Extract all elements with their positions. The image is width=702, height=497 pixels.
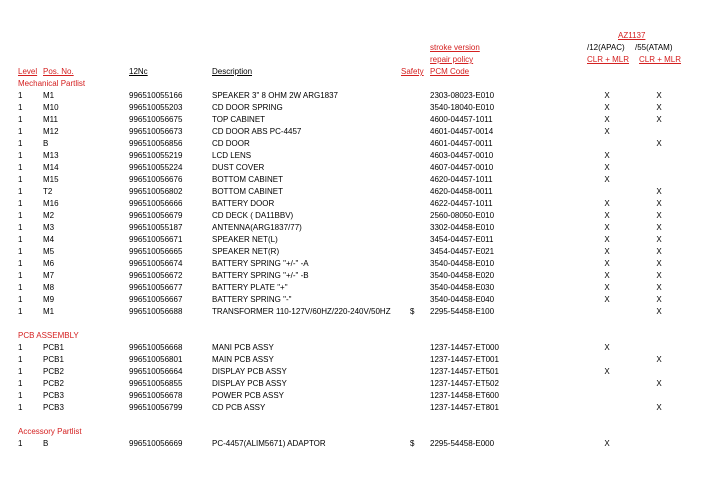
model-label: AZ1137 [618, 31, 646, 40]
cell-pos: M14 [43, 163, 59, 172]
col-header-level: Level [18, 67, 38, 76]
cell-level: 1 [18, 139, 23, 148]
cell-pos: PCB2 [43, 379, 64, 388]
cell-pos: M2 [43, 211, 55, 220]
cell-description: SPEAKER 3" 8 OHM 2W ARG1837 [212, 91, 338, 100]
cell-apac-mark: X [604, 295, 610, 304]
cell-level: 1 [18, 223, 23, 232]
cell-pos: M11 [43, 115, 58, 124]
cell-12nc: 996510056668 [129, 343, 183, 352]
cell-pos: M16 [43, 199, 59, 208]
stroke-version-label: stroke version [430, 43, 480, 52]
cell-12nc: 996510056671 [129, 235, 183, 244]
cell-atam-mark: X [656, 223, 662, 232]
cell-pos: M12 [43, 127, 59, 136]
cell-pos: M7 [43, 271, 55, 280]
cell-level: 1 [18, 283, 23, 292]
cell-level: 1 [18, 103, 23, 112]
cell-description: SPEAKER NET(R) [212, 247, 280, 256]
cell-pcm: 3540-04458-E030 [430, 283, 495, 292]
cell-safety: $ [410, 307, 415, 316]
cell-description: BATTERY SPRING "-" [212, 295, 292, 304]
cell-description: TOP CABINET [212, 115, 266, 124]
cell-pos: M9 [43, 295, 55, 304]
cell-level: 1 [18, 367, 23, 376]
cell-pcm: 4607-04457-0010 [430, 163, 494, 172]
cell-atam-mark: X [656, 103, 662, 112]
cell-description: MAIN PCB ASSY [212, 355, 274, 364]
cell-12nc: 996510056666 [129, 199, 183, 208]
cell-atam-mark: X [656, 283, 662, 292]
cell-level: 1 [18, 115, 23, 124]
cell-pcm: 2560-08050-E010 [430, 211, 495, 220]
cell-apac-mark: X [604, 247, 610, 256]
cell-level: 1 [18, 259, 23, 268]
cell-description: MANI PCB ASSY [212, 343, 274, 352]
cell-atam-mark: X [656, 403, 662, 412]
cell-level: 1 [18, 163, 23, 172]
cell-safety: $ [410, 439, 415, 448]
cell-pcm: 3454-04457-E021 [430, 247, 495, 256]
cell-apac-mark: X [604, 439, 610, 448]
col-header-description: Description [212, 67, 253, 76]
cell-12nc: 996510056664 [129, 367, 183, 376]
cell-atam-mark: X [656, 247, 662, 256]
cell-apac-mark: X [604, 211, 610, 220]
cell-description: CD DECK ( DA11BBV) [212, 211, 294, 220]
apac-label: /12(APAC) [587, 43, 625, 52]
cell-atam-mark: X [656, 295, 662, 304]
cell-pcm: 3540-18040-E010 [430, 103, 495, 112]
cell-level: 1 [18, 127, 23, 136]
cell-apac-mark: X [604, 151, 610, 160]
cell-description: ANTENNA(ARG1837/77) [212, 223, 302, 232]
cell-atam-mark: X [656, 199, 662, 208]
cell-pcm: 1237-14457-ET000 [430, 343, 499, 352]
cell-pcm: 1237-14458-ET600 [430, 391, 499, 400]
cell-pos: M10 [43, 103, 59, 112]
cell-12nc: 996510056672 [129, 271, 183, 280]
cell-atam-mark: X [656, 115, 662, 124]
cell-atam-mark: X [656, 271, 662, 280]
cell-description: DUST COVER [212, 163, 265, 172]
col-header-12nc: 12Nc [129, 67, 148, 76]
cell-level: 1 [18, 403, 23, 412]
cell-pcm: 4600-04457-1011 [430, 115, 493, 124]
cell-12nc: 996510055187 [129, 223, 183, 232]
cell-pcm: 4622-04457-1011 [430, 199, 493, 208]
cell-12nc: 996510056802 [129, 187, 183, 196]
cell-pcm: 1237-14457-ET001 [430, 355, 499, 364]
cell-level: 1 [18, 439, 23, 448]
cell-pcm: 3302-04458-E010 [430, 223, 495, 232]
cell-description: TRANSFORMER 110-127V/60HZ/220-240V/50HZ [212, 307, 391, 316]
cell-pcm: 4620-04458-0011 [430, 187, 493, 196]
cell-pos: T2 [43, 187, 53, 196]
cell-atam-mark: X [656, 307, 662, 316]
cell-atam-mark: X [656, 211, 662, 220]
cell-description: SPEAKER NET(L) [212, 235, 278, 244]
cell-apac-mark: X [604, 283, 610, 292]
cell-12nc: 996510056667 [129, 295, 183, 304]
cell-pcm: 4603-04457-0010 [430, 151, 494, 160]
cell-pos: M8 [43, 283, 55, 292]
cell-12nc: 996510056688 [129, 307, 183, 316]
cell-pcm: 4601-04457-0014 [430, 127, 494, 136]
cell-pos: M1 [43, 307, 55, 316]
cell-pos: M6 [43, 259, 55, 268]
cell-pos: PCB1 [43, 343, 64, 352]
cell-12nc: 996510055224 [129, 163, 183, 172]
cell-level: 1 [18, 175, 23, 184]
cell-12nc: 996510055166 [129, 91, 183, 100]
cell-12nc: 996510056801 [129, 355, 183, 364]
cell-level: 1 [18, 355, 23, 364]
cell-description: BATTERY PLATE "+" [212, 283, 288, 292]
cell-pos: M15 [43, 175, 59, 184]
cell-apac-mark: X [604, 175, 610, 184]
cell-pos: M1 [43, 91, 55, 100]
cell-level: 1 [18, 151, 23, 160]
atam-label: /55(ATAM) [635, 43, 673, 52]
cell-pos: PCB3 [43, 391, 64, 400]
cell-pcm: 2303-08023-E010 [430, 91, 495, 100]
cell-atam-mark: X [656, 91, 662, 100]
cell-12nc: 996510056675 [129, 115, 183, 124]
cell-apac-mark: X [604, 271, 610, 280]
section-title: Mechanical Partlist [18, 79, 86, 88]
cell-pos: PCB3 [43, 403, 64, 412]
cell-level: 1 [18, 391, 23, 400]
cell-description: POWER PCB ASSY [212, 391, 285, 400]
cell-description: BOTTOM CABINET [212, 175, 283, 184]
cell-description: CD DOOR SPRING [212, 103, 283, 112]
repair-policy-label: repair policy [430, 55, 474, 64]
cell-pcm: 3454-04457-E011 [430, 235, 494, 244]
cell-pcm: 1237-14457-ET801 [430, 403, 499, 412]
cell-pos: M13 [43, 151, 59, 160]
cell-apac-mark: X [604, 163, 610, 172]
cell-level: 1 [18, 211, 23, 220]
cell-level: 1 [18, 247, 23, 256]
cell-description: CD PCB ASSY [212, 403, 266, 412]
cell-description: LCD LENS [212, 151, 252, 160]
cell-level: 1 [18, 379, 23, 388]
section-title: Accessory Partlist [18, 427, 82, 436]
cell-12nc: 996510056799 [129, 403, 183, 412]
cell-apac-mark: X [604, 343, 610, 352]
cell-12nc: 996510056679 [129, 211, 183, 220]
cell-pcm: 2295-54458-E000 [430, 439, 495, 448]
clr-mlr-apac-label: CLR + MLR [587, 55, 630, 64]
cell-level: 1 [18, 307, 23, 316]
cell-apac-mark: X [604, 235, 610, 244]
cell-description: BATTERY DOOR [212, 199, 275, 208]
cell-12nc: 996510056678 [129, 391, 183, 400]
cell-12nc: 996510056665 [129, 247, 183, 256]
cell-apac-mark: X [604, 127, 610, 136]
cell-atam-mark: X [656, 379, 662, 388]
cell-description: BATTERY SPRING "+/-" -B [212, 271, 309, 280]
cell-12nc: 996510056855 [129, 379, 183, 388]
cell-pcm: 3540-04458-E020 [430, 271, 495, 280]
cell-level: 1 [18, 187, 23, 196]
cell-pcm: 1237-14457-ET501 [430, 367, 499, 376]
cell-pos: M5 [43, 247, 55, 256]
cell-atam-mark: X [656, 139, 662, 148]
cell-12nc: 996510055203 [129, 103, 183, 112]
cell-12nc: 996510056669 [129, 439, 183, 448]
cell-pos: M4 [43, 235, 55, 244]
cell-description: CD DOOR ABS PC-4457 [212, 127, 302, 136]
cell-12nc: 996510056673 [129, 127, 183, 136]
col-header-safety: Safety [401, 67, 424, 76]
cell-level: 1 [18, 295, 23, 304]
cell-pos: PCB2 [43, 367, 64, 376]
clr-mlr-atam-label: CLR + MLR [639, 55, 682, 64]
cell-level: 1 [18, 271, 23, 280]
cell-pcm: 4620-04457-1011 [430, 175, 493, 184]
cell-level: 1 [18, 91, 23, 100]
cell-description: BOTTOM CABINET [212, 187, 283, 196]
cell-pcm: 4601-04457-0011 [430, 139, 493, 148]
cell-12nc: 996510056856 [129, 139, 183, 148]
cell-description: PC-4457(ALIM5671) ADAPTOR [212, 439, 326, 448]
cell-apac-mark: X [604, 103, 610, 112]
cell-description: CD DOOR [212, 139, 250, 148]
cell-apac-mark: X [604, 91, 610, 100]
cell-level: 1 [18, 199, 23, 208]
cell-apac-mark: X [604, 115, 610, 124]
cell-12nc: 996510056674 [129, 259, 183, 268]
cell-atam-mark: X [656, 235, 662, 244]
col-header-pcm: PCM Code [430, 67, 470, 76]
cell-pcm: 1237-14457-ET502 [430, 379, 499, 388]
cell-pos: B [43, 439, 49, 448]
section-title: PCB ASSEMBLY [18, 331, 79, 340]
cell-12nc: 996510056676 [129, 175, 183, 184]
cell-pos: PCB1 [43, 355, 64, 364]
cell-atam-mark: X [656, 355, 662, 364]
col-header-pos: Pos. No. [43, 67, 74, 76]
cell-apac-mark: X [604, 259, 610, 268]
cell-pos: M3 [43, 223, 55, 232]
cell-pcm: 2295-54458-E100 [430, 307, 495, 316]
cell-pcm: 3540-04458-E040 [430, 295, 495, 304]
cell-description: DISPLAY PCB ASSY [212, 367, 287, 376]
cell-pos: B [43, 139, 49, 148]
cell-level: 1 [18, 343, 23, 352]
cell-apac-mark: X [604, 199, 610, 208]
cell-12nc: 996510056677 [129, 283, 183, 292]
cell-atam-mark: X [656, 259, 662, 268]
cell-apac-mark: X [604, 223, 610, 232]
cell-description: BATTERY SPRING "+/-" -A [212, 259, 309, 268]
cell-apac-mark: X [604, 367, 610, 376]
cell-pcm: 3540-04458-E010 [430, 259, 495, 268]
cell-atam-mark: X [656, 187, 662, 196]
cell-description: DISPLAY PCB ASSY [212, 379, 287, 388]
cell-level: 1 [18, 235, 23, 244]
cell-12nc: 996510055219 [129, 151, 183, 160]
